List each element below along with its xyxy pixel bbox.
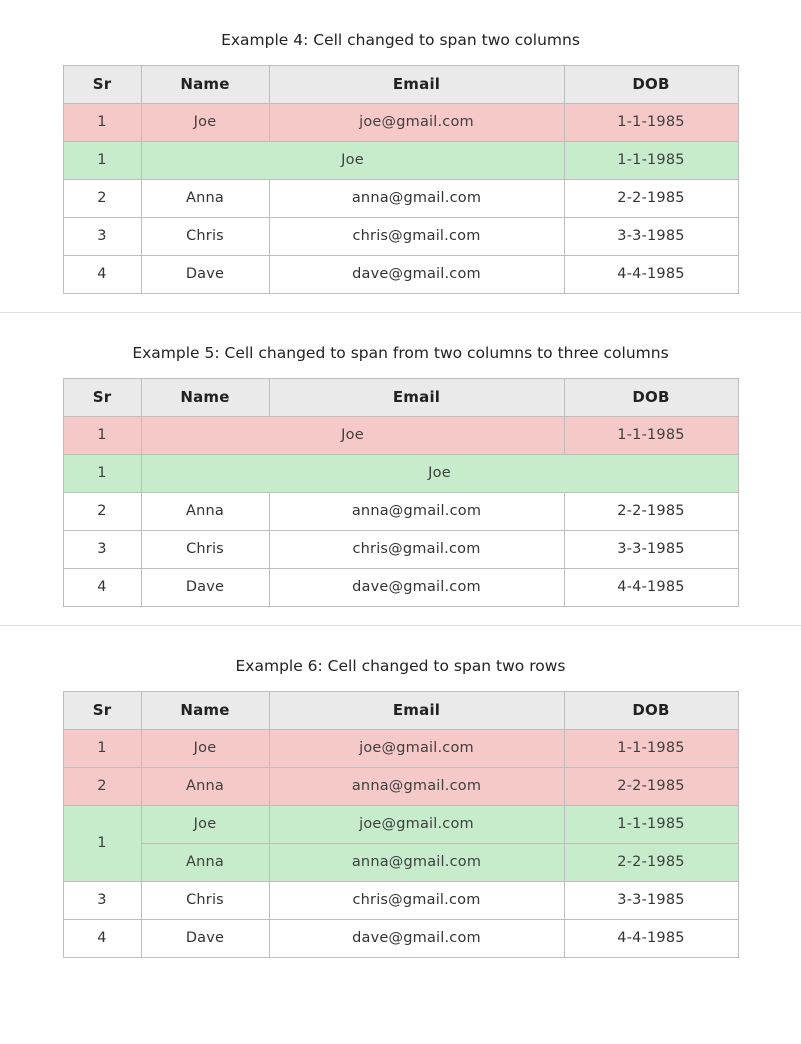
example-title: Example 5: Cell changed to span from two columns to three columns: [132, 343, 669, 362]
cell-email: anna@gmail.com: [269, 843, 564, 881]
table-row: [63, 454, 738, 492]
cell-dob: 3-3-1985: [564, 530, 738, 568]
table-row: [63, 881, 738, 919]
cell-email: joe@gmail.com: [269, 103, 564, 141]
table-head: [63, 691, 738, 729]
cell-sr: 2: [63, 767, 141, 805]
comparison-table: [63, 65, 739, 294]
table-row: [63, 805, 738, 843]
table-body: [63, 729, 738, 957]
cell-sr: 1: [63, 141, 141, 179]
cell-name-span-two-columns: Joe: [141, 141, 564, 179]
cell-email: chris@gmail.com: [269, 530, 564, 568]
table-row: [63, 416, 738, 454]
table-row: [63, 843, 738, 881]
cell-sr: 2: [63, 179, 141, 217]
cell-name: Chris: [141, 530, 269, 568]
cell-sr: 1: [63, 454, 141, 492]
cell-name: Anna: [141, 179, 269, 217]
table-row: [63, 492, 738, 530]
table-row: [63, 568, 738, 606]
cell-name: Dave: [141, 255, 269, 293]
cell-sr: 1: [63, 103, 141, 141]
column-header-email: Email: [269, 65, 564, 103]
cell-dob: 3-3-1985: [564, 881, 738, 919]
column-header-dob: DOB: [564, 691, 738, 729]
column-header-email: Email: [269, 378, 564, 416]
table-body: [63, 416, 738, 606]
cell-name: Chris: [141, 881, 269, 919]
comparison-table: [63, 691, 739, 958]
cell-name-span-two-columns: Joe: [141, 416, 564, 454]
comparison-table: [63, 378, 739, 607]
cell-sr: 1: [63, 416, 141, 454]
table-row: [63, 767, 738, 805]
cell-dob: 1-1-1985: [564, 729, 738, 767]
cell-name: Anna: [141, 767, 269, 805]
cell-dob: 2-2-1985: [564, 179, 738, 217]
cell-sr: 4: [63, 919, 141, 957]
column-header-email: Email: [269, 691, 564, 729]
column-header-dob: DOB: [564, 378, 738, 416]
table-row: [63, 919, 738, 957]
cell-dob: 4-4-1985: [564, 568, 738, 606]
example-block-5: [0, 312, 801, 625]
cell-sr: 3: [63, 530, 141, 568]
cell-sr-span-two-rows: 1: [63, 805, 141, 881]
cell-dob: 4-4-1985: [564, 919, 738, 957]
column-header-sr: Sr: [63, 378, 141, 416]
cell-dob: 2-2-1985: [564, 492, 738, 530]
cell-email: anna@gmail.com: [269, 179, 564, 217]
table-container: [0, 378, 801, 607]
cell-dob: 1-1-1985: [564, 103, 738, 141]
example-title: Example 6: Cell changed to span two rows: [235, 656, 566, 675]
cell-email: chris@gmail.com: [269, 217, 564, 255]
column-header-name: Name: [141, 65, 269, 103]
cell-name: Dave: [141, 919, 269, 957]
cell-email: dave@gmail.com: [269, 255, 564, 293]
column-header-name: Name: [141, 378, 269, 416]
table-row: [63, 217, 738, 255]
table-header-row: [63, 378, 738, 416]
table-head: [63, 378, 738, 416]
table-container: [0, 691, 801, 958]
cell-dob: 2-2-1985: [564, 843, 738, 881]
table-row: [63, 141, 738, 179]
table-header-row: [63, 691, 738, 729]
table-row: [63, 729, 738, 767]
cell-email: anna@gmail.com: [269, 767, 564, 805]
cell-dob: 1-1-1985: [564, 805, 738, 843]
cell-email: dave@gmail.com: [269, 568, 564, 606]
cell-name: Anna: [141, 843, 269, 881]
cell-sr: 2: [63, 492, 141, 530]
cell-dob: 3-3-1985: [564, 217, 738, 255]
cell-sr: 4: [63, 568, 141, 606]
table-head: [63, 65, 738, 103]
cell-dob: 2-2-1985: [564, 767, 738, 805]
cell-email: joe@gmail.com: [269, 729, 564, 767]
example-title: Example 4: Cell changed to span two columns: [221, 31, 580, 49]
column-header-dob: DOB: [564, 65, 738, 103]
example-block-4: [0, 0, 801, 312]
column-header-sr: Sr: [63, 691, 141, 729]
table-header-row: [63, 65, 738, 103]
cell-email: chris@gmail.com: [269, 881, 564, 919]
cell-email: anna@gmail.com: [269, 492, 564, 530]
table-row: [63, 179, 738, 217]
cell-name: Dave: [141, 568, 269, 606]
table-body: [63, 103, 738, 293]
cell-name: Chris: [141, 217, 269, 255]
cell-name-span-three-columns: Joe: [141, 454, 738, 492]
column-header-name: Name: [141, 691, 269, 729]
cell-dob: 4-4-1985: [564, 255, 738, 293]
table-row: [63, 530, 738, 568]
example-block-6: [0, 625, 801, 976]
table-row: [63, 255, 738, 293]
cell-name: Anna: [141, 492, 269, 530]
table-row: [63, 103, 738, 141]
cell-sr: 4: [63, 255, 141, 293]
cell-name: Joe: [141, 729, 269, 767]
cell-dob: 1-1-1985: [564, 141, 738, 179]
cell-name: Joe: [141, 103, 269, 141]
cell-email: dave@gmail.com: [269, 919, 564, 957]
cell-dob: 1-1-1985: [564, 416, 738, 454]
table-container: [0, 65, 801, 294]
cell-email: joe@gmail.com: [269, 805, 564, 843]
cell-name: Joe: [141, 805, 269, 843]
column-header-sr: Sr: [63, 65, 141, 103]
cell-sr: 3: [63, 881, 141, 919]
cell-sr: 1: [63, 729, 141, 767]
cell-sr: 3: [63, 217, 141, 255]
